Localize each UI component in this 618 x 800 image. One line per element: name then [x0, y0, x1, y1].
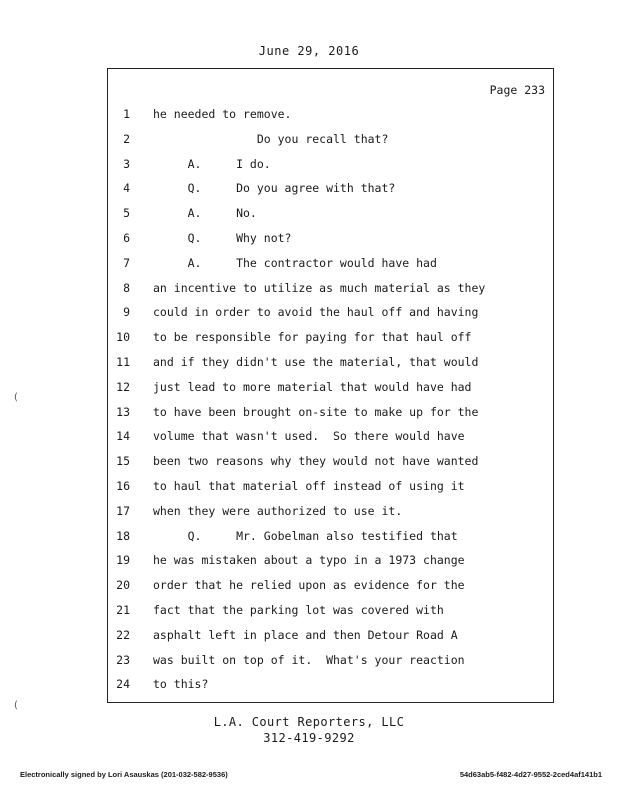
line-number: 22: [116, 627, 130, 642]
transcript-line: [108, 672, 553, 697]
line-number: 15: [116, 454, 130, 469]
transcript-line: [108, 400, 553, 425]
transcript-line: [108, 548, 553, 573]
line-text: Do you recall that?: [153, 131, 389, 146]
page-number: Page 233: [489, 83, 545, 97]
document-id: 54d63ab5-f482-4d27-9552-2ced4af141b1: [459, 770, 602, 779]
line-number: 10: [116, 330, 130, 345]
line-number: 21: [116, 602, 130, 617]
line-number: 7: [123, 255, 130, 270]
transcript-line: [108, 325, 553, 350]
transcript-line: [108, 176, 553, 201]
transcript-page-frame: [107, 68, 554, 703]
line-number: 8: [123, 280, 130, 295]
line-text: he needed to remove.: [153, 107, 292, 121]
court-reporter-company: L.A. Court Reporters, LLC: [213, 715, 405, 729]
binding-mark-icon: (: [14, 392, 18, 403]
line-number: 17: [116, 503, 130, 518]
binding-mark-icon: (: [14, 700, 18, 711]
transcript-line: [108, 573, 553, 598]
transcript-line: [108, 350, 553, 375]
line-text: Q. Do you agree with that?: [153, 181, 396, 196]
transcript-line: [108, 102, 553, 127]
line-text: just lead to more material that would have had: [153, 379, 472, 394]
line-text: fact that the parking lot was covered with: [153, 602, 444, 617]
line-number: 6: [123, 230, 130, 245]
transcript-date: June 29, 2016: [258, 44, 360, 58]
line-text: was built on top of it. What's your reaction: [153, 652, 465, 667]
line-text: A. I do.: [153, 156, 271, 171]
line-text: to have been brought on-site to make up for the: [153, 404, 479, 419]
transcript-line: [108, 474, 553, 499]
transcript-line: [108, 127, 553, 152]
line-text: Q. Mr. Gobelman also testified that: [153, 528, 458, 543]
transcript-line: [108, 152, 553, 177]
line-number: 19: [116, 553, 130, 568]
transcript-line: [108, 449, 553, 474]
line-number: 2: [123, 131, 130, 146]
line-text: order that he relied upon as evidence for the: [153, 578, 465, 593]
transcript-line: [108, 648, 553, 673]
transcript-lines: [108, 102, 553, 697]
transcript-line: [108, 623, 553, 648]
transcript-line: [108, 598, 553, 623]
transcript-line: [108, 300, 553, 325]
line-number: 14: [116, 429, 130, 444]
line-text: to this?: [153, 677, 209, 692]
court-reporter-phone: 312-419-9292: [263, 731, 355, 745]
line-text: volume that wasn't used. So there would have: [153, 429, 465, 444]
line-text: and if they didn't use the material, that would: [153, 354, 479, 369]
line-number: 12: [116, 379, 130, 394]
line-text: A. No.: [153, 206, 257, 221]
line-text: to be responsible for paying for that haul off: [153, 330, 472, 345]
transcript-line: [108, 499, 553, 524]
line-text: been two reasons why they would not have wanted: [153, 454, 479, 469]
line-number: 11: [116, 354, 130, 369]
electronic-signature-note: Electronically signed by Lori Asauskas (201-032-582-9536): [20, 770, 228, 779]
line-number: 23: [116, 652, 130, 667]
line-number: 16: [116, 478, 130, 493]
transcript-line: [108, 375, 553, 400]
line-number: 13: [116, 404, 130, 419]
transcript-line: [108, 201, 553, 226]
line-number: 1: [123, 107, 130, 121]
transcript-line: [108, 524, 553, 549]
line-text: A. The contractor would have had: [153, 255, 437, 270]
line-text: when they were authorized to use it.: [153, 503, 403, 518]
line-number: 18: [116, 528, 130, 543]
line-text: he was mistaken about a typo in a 1973 change: [153, 553, 465, 568]
line-number: 3: [123, 156, 130, 171]
line-number: 4: [123, 181, 130, 196]
line-number: 5: [123, 206, 130, 221]
transcript-line: [108, 226, 553, 251]
transcript-line: [108, 424, 553, 449]
line-text: asphalt left in place and then Detour Road A: [153, 627, 458, 642]
line-number: 24: [116, 677, 130, 692]
transcript-line: [108, 276, 553, 301]
line-number: 20: [116, 578, 130, 593]
line-text: to haul that material off instead of using it: [153, 478, 465, 493]
line-text: could in order to avoid the haul off and having: [153, 305, 479, 320]
line-number: 9: [123, 305, 130, 320]
line-text: Q. Why not?: [153, 230, 292, 245]
transcript-line: [108, 251, 553, 276]
line-text: an incentive to utilize as much material as they: [153, 280, 486, 295]
